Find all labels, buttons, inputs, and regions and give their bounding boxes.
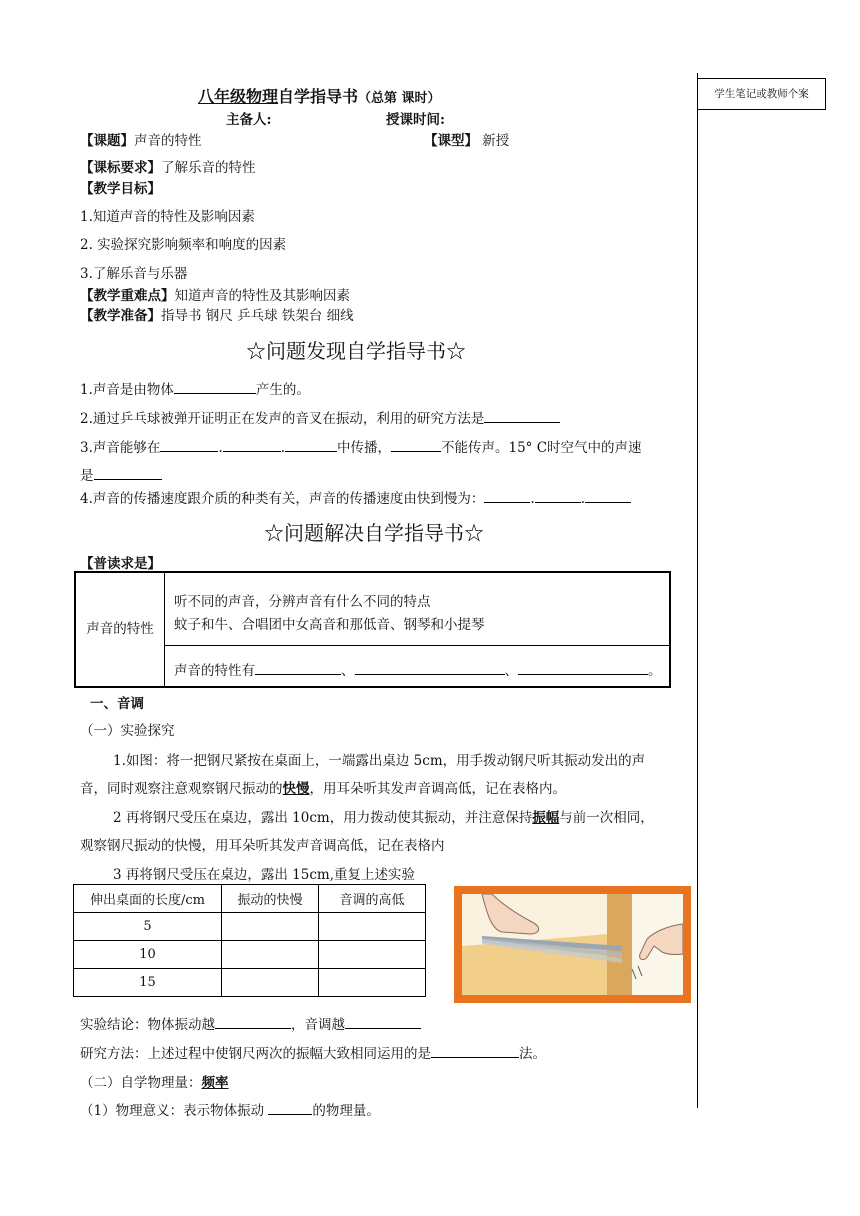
paragraph-1b xyxy=(80,777,566,797)
objective-item: 1.知道声音的特性及影响因素 xyxy=(80,209,255,225)
image-frame xyxy=(462,894,683,995)
feature-blank-1[interactable] xyxy=(255,661,341,676)
standard-label: 【课标要求】 xyxy=(80,160,161,176)
pitch-heading: 一、音调 xyxy=(90,696,144,712)
q3-blank-4[interactable] xyxy=(391,438,441,453)
prep-label: 【教学准备】 xyxy=(80,308,161,324)
paragraph-1a: 1.如图：将一把钢尺紧按在桌面上，一端露出桌边 5cm，用手拨动钢尺听其振动发出的声 xyxy=(113,753,646,769)
p1b-text: 音，同时观察注意观察钢尺振动的 xyxy=(80,781,283,797)
p2a-text: 2 再将钢尺受压在桌边，露出 10cm，用力拨动使其振动，并注意保持 xyxy=(113,810,533,826)
q1-text-end: 产生的。 xyxy=(255,382,310,398)
read-label: 【普读求是】 xyxy=(80,556,161,572)
sub-heading-experiment: （一）实验探究 xyxy=(80,723,175,739)
preparer-label: 主备人: xyxy=(226,112,272,128)
page-title xyxy=(198,84,441,107)
answer-cell[interactable] xyxy=(222,913,319,941)
paragraph-2b: 观察钢尺振动的快慢，用耳朵听其发声音调高低，记在表格内 xyxy=(80,838,445,854)
sub2-text: （二）自学物理量： xyxy=(80,1075,202,1091)
topic-label: 【课题】 xyxy=(80,133,134,149)
q3-text-mid: 中传播， xyxy=(336,440,391,456)
paragraph-3: 3 再将钢尺受压在桌边，露出 15cm,重复上述实验 xyxy=(113,867,416,883)
p1c-text: ，用耳朵听其发声音调高低，记在表格内。 xyxy=(309,781,566,797)
table-row xyxy=(74,969,426,997)
answer-cell[interactable] xyxy=(222,969,319,997)
answer-cell[interactable] xyxy=(222,941,319,969)
topic-line xyxy=(80,129,202,149)
p2b-text: 与前一次相同， xyxy=(559,810,654,826)
key-label: 【教学重难点】 xyxy=(80,288,175,304)
standard-line xyxy=(80,156,256,176)
time-label: 授课时间: xyxy=(386,112,445,128)
table-header-row xyxy=(74,885,426,913)
q1-blank[interactable] xyxy=(174,380,256,395)
section2-heading: ☆问题解决自学指导书☆ xyxy=(264,521,484,545)
length-cell: 15 xyxy=(74,969,222,997)
table-row xyxy=(74,913,426,941)
conclusion-line xyxy=(80,1013,421,1033)
feature-row-text: 听不同的声音，分辨声音有什么不同的特点 xyxy=(174,594,431,610)
feature-table-label: 声音的特性 xyxy=(76,573,165,686)
answer-cell[interactable] xyxy=(319,969,426,997)
answer-cell[interactable] xyxy=(319,913,426,941)
method-text: 研究方法：上述过程中使钢尺两次的振幅大致相同运用的是 xyxy=(80,1046,431,1062)
question-4: 4.声音的传播速度跟介质的种类有关，声音的传播速度由快到慢为： . . xyxy=(80,487,631,507)
conclusion-blank-1[interactable] xyxy=(215,1015,291,1030)
answer-cell[interactable] xyxy=(319,941,426,969)
feature-answer-end: 。 xyxy=(648,663,662,679)
motion-lines xyxy=(632,966,642,979)
sound-feature-table xyxy=(74,571,671,688)
feature-row-text: 蚊子和牛、合唱团中女高音和那低音、钢琴和小提琴 xyxy=(174,617,485,633)
prep-value: 指导书 钢尺 乒乓球 铁架台 细线 xyxy=(161,308,354,324)
q2-text: 2.通过乒乓球被弹开证明正在发声的音叉在振动，利用的研究方法是 xyxy=(80,411,485,427)
q4-blank-1[interactable] xyxy=(484,489,530,504)
ruler-illustration xyxy=(462,894,683,995)
method-blank[interactable] xyxy=(431,1044,519,1059)
q3-cont-text: 是 xyxy=(80,468,94,484)
table-header: 音调的高低 xyxy=(319,885,426,913)
notes-label: 学生笔记或教师个案 xyxy=(714,88,809,100)
table-row xyxy=(74,941,426,969)
question-3: 3.声音能够在 . . 中传播， 不能传声。15° C时空气中的声速 xyxy=(80,436,642,456)
feature-blank-2[interactable] xyxy=(355,661,505,676)
table-header: 振动的快慢 xyxy=(222,885,319,913)
q3-blank-5[interactable] xyxy=(94,466,162,481)
conclusion-text: 实验结论：物体振动越 xyxy=(80,1017,215,1033)
title-name: 自学指导书 xyxy=(278,87,359,106)
q3-blank-3[interactable] xyxy=(285,438,337,453)
title-lesson-count: （总第 课时） xyxy=(358,91,441,106)
q3-text: 3.声音能够在 xyxy=(80,440,161,456)
type-label: 【课型】 xyxy=(424,133,478,149)
experiment-table xyxy=(73,884,426,997)
objectives-label: 【教学目标】 xyxy=(80,181,161,197)
method-line xyxy=(80,1042,546,1062)
paragraph-2a xyxy=(113,806,654,826)
conclusion-text-mid: ，音调越 xyxy=(291,1017,345,1033)
ruler-experiment-image xyxy=(454,886,691,1003)
q2-blank[interactable] xyxy=(484,409,560,424)
feature-answer-text: 声音的特性有 xyxy=(174,663,255,679)
key-value: 知道声音的特性及其影响因素 xyxy=(174,288,350,304)
q4-blank-2[interactable] xyxy=(535,489,581,504)
sidebar-divider xyxy=(697,73,698,1108)
objective-item: 2. 实验探究影响频率和响度的因素 xyxy=(80,237,287,253)
meaning-line xyxy=(80,1099,380,1119)
section1-heading: ☆问题发现自学指导书☆ xyxy=(246,339,466,363)
plucking-hand xyxy=(640,924,683,960)
notes-box xyxy=(698,78,826,110)
sub-heading-frequency xyxy=(80,1071,229,1091)
feature-table-divider xyxy=(164,645,669,646)
q4-text: 4.声音的传播速度跟介质的种类有关，声音的传播速度由快到慢为： xyxy=(80,491,485,507)
standard-value: 了解乐音的特性 xyxy=(161,160,256,176)
key-line xyxy=(80,284,350,304)
method-text-end: 法。 xyxy=(519,1046,546,1062)
objective-item: 3.了解乐音与乐器 xyxy=(80,266,188,282)
q3-text-end: 不能传声。15° C时空气中的声速 xyxy=(440,440,642,456)
length-cell: 5 xyxy=(74,913,222,941)
type-line xyxy=(424,129,509,149)
desk-leg xyxy=(607,894,632,995)
meaning-text-end: 的物理量。 xyxy=(312,1103,380,1119)
q1-text: 1.声音是由物体 xyxy=(80,382,174,398)
table-header: 伸出桌面的长度/cm xyxy=(74,885,222,913)
meaning-text: （1）物理意义：表示物体振动 xyxy=(80,1103,269,1119)
question-2 xyxy=(80,407,560,427)
feature-answer-line: 声音的特性有 、 、 。 xyxy=(174,659,662,679)
emphasis-frequency: 频率 xyxy=(201,1075,229,1091)
type-value: 新授 xyxy=(478,133,510,149)
emphasis-speed: 快慢 xyxy=(282,781,310,797)
q3-blank-1[interactable] xyxy=(160,438,218,453)
conclusion-blank-2[interactable] xyxy=(345,1015,421,1030)
emphasis-amplitude: 振幅 xyxy=(532,810,560,826)
length-cell: 10 xyxy=(74,941,222,969)
q3-blank-2[interactable] xyxy=(223,438,281,453)
title-grade: 八年级物理 xyxy=(198,87,279,106)
topic-value: 声音的特性 xyxy=(134,133,202,149)
question-3-cont xyxy=(80,464,162,484)
feature-blank-3[interactable] xyxy=(518,661,648,676)
q4-blank-3[interactable] xyxy=(585,489,631,504)
question-1 xyxy=(80,378,310,398)
prep-line xyxy=(80,304,354,324)
meaning-blank[interactable] xyxy=(268,1101,312,1116)
